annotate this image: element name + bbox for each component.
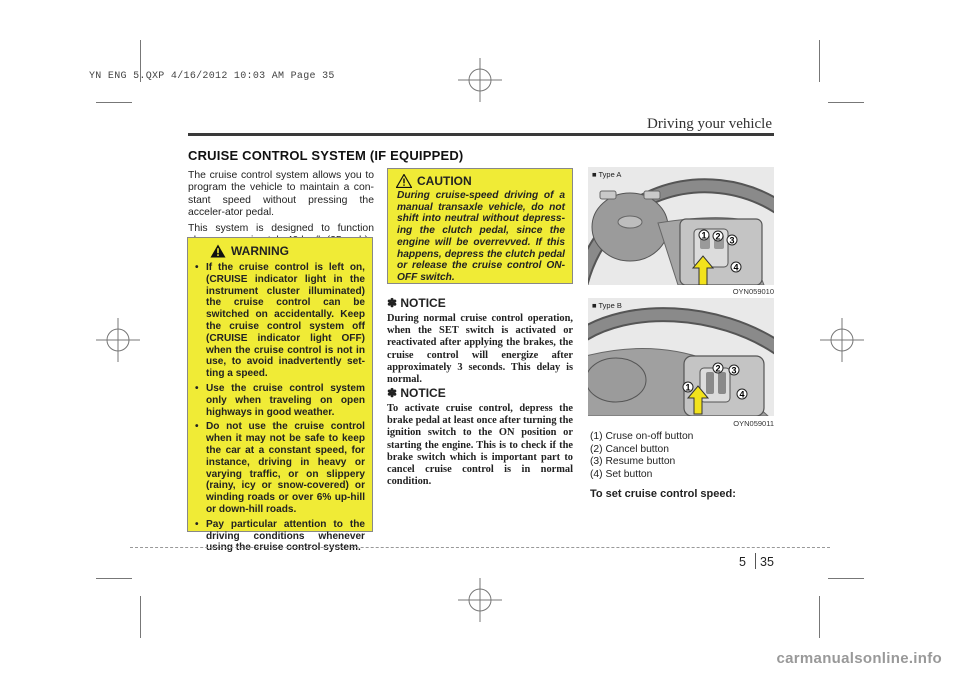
caution-text: During cruise-speed driving of a manual transaxle vehicle, do not shift into neutral without depress-ing the clutch pedal, since the engine will be overrevved. If this happens, depress the clutch pedal or release the cruise control ON-OFF switch. [397,190,565,283]
registration-mark-top [458,58,502,102]
intro-paragraph: This system is designed to function [188,222,374,234]
chapter-number: 5 [739,555,746,569]
crop-mark [819,596,820,638]
main-heading: CRUISE CONTROL SYSTEM (IF EQUIPPED) [188,148,464,163]
callout-number: 2 [715,231,721,242]
notice-title: ✽ NOTICE [387,296,446,310]
callout-number: 4 [739,389,745,400]
figure-type-label: ■ Type A [592,170,622,179]
notice-block [387,296,573,386]
notice-text: To activate cruise control, depress the brake pedal at least once after turning the ignition switch to the ON position or starting the engine. This is to check if the brake switch which is important part to cancel cruise control is in normal condition. [387,403,573,488]
intro-paragraph: The cruise control system allows you to program the vehicle to maintain a con-stant speed without pressing the acceler-ator pedal. [188,170,374,219]
callout-number: 1 [685,382,691,393]
figure-type-a [588,167,774,285]
crop-mark [819,40,820,82]
footer-rule [130,547,830,548]
crop-mark [96,102,132,103]
crop-mark [140,596,141,638]
callout-number: 3 [729,235,735,246]
page-number: 35 [760,555,774,569]
warning-item: • Do not use the cruise control when it may not be safe to keep the car at a constant speed, for instance, driving in heavy or varying traffic, or on slippery (rainy, icy or snow-covered) or winding roads or over 6% up-hill or down-hill roads. [193,421,365,515]
crop-mark [828,578,864,579]
notice-block [387,386,573,488]
warning-triangle-icon [396,174,412,188]
callout-number: 2 [715,363,721,374]
warning-box [187,237,373,554]
legend-item: (3) Resume button [590,456,676,468]
registration-mark-right [820,318,864,362]
figure-code: OYN059010 [732,287,774,296]
legend-item: (4) Set button [590,468,653,480]
caution-title: CAUTION [417,174,472,188]
warning-item: • If the cruise control is left on, (CRUISE indicator light in the instrument cluster illuminated) the cruise control can be switched on accidentally. Keep the cruise control system off (CRUISE indicator light OFF) when the cruise control is not in use, to avoid inadvertently set-ting a speed. [193,262,365,380]
registration-mark-bottom [458,578,502,622]
warning-title: WARNING [231,244,289,258]
warning-header [210,244,289,258]
warning-item: • Use the cruise control system only when traveling on open highways in good weather. [193,383,365,418]
crop-mark [828,102,864,103]
page-number-divider [755,553,756,569]
legend-item: (1) Cruse on-off button [590,431,694,442]
callout-layer [588,167,774,285]
title-rule [188,133,774,136]
legend-item: (2) Cancel button [590,443,669,455]
section-title: Driving your vehicle [647,116,772,132]
caution-box [387,168,573,284]
warning-item: • Pay particular attention to the driving conditions whenever using the cruise control system. [193,519,365,554]
watermark: carmanualsonline.info [776,650,942,667]
callout-number: 3 [731,365,737,376]
registration-mark-left [96,318,140,362]
crop-mark [96,578,132,579]
callout-number: 1 [701,230,707,241]
warning-triangle-icon [210,244,226,258]
figure-type-label: ■ Type B [592,301,622,310]
subheading: To set cruise control speed: [590,488,736,500]
callout-layer [588,298,774,416]
button-legend [590,431,693,481]
notice-title: ✽ NOTICE [387,386,446,400]
warning-list [193,262,365,557]
notice-text: During normal cruise control operation, when the SET switch is activated or reactivated after applying the brakes, the cruise control will energize after approximately 3 seconds. This delay is normal. [387,313,573,386]
print-header: YN ENG 5.QXP 4/16/2012 10:03 AM Page 35 [89,71,335,82]
figure-code: OYN059011 [733,419,774,428]
callout-number: 4 [733,262,739,273]
caution-header [396,174,472,188]
figure-type-b [588,298,774,416]
